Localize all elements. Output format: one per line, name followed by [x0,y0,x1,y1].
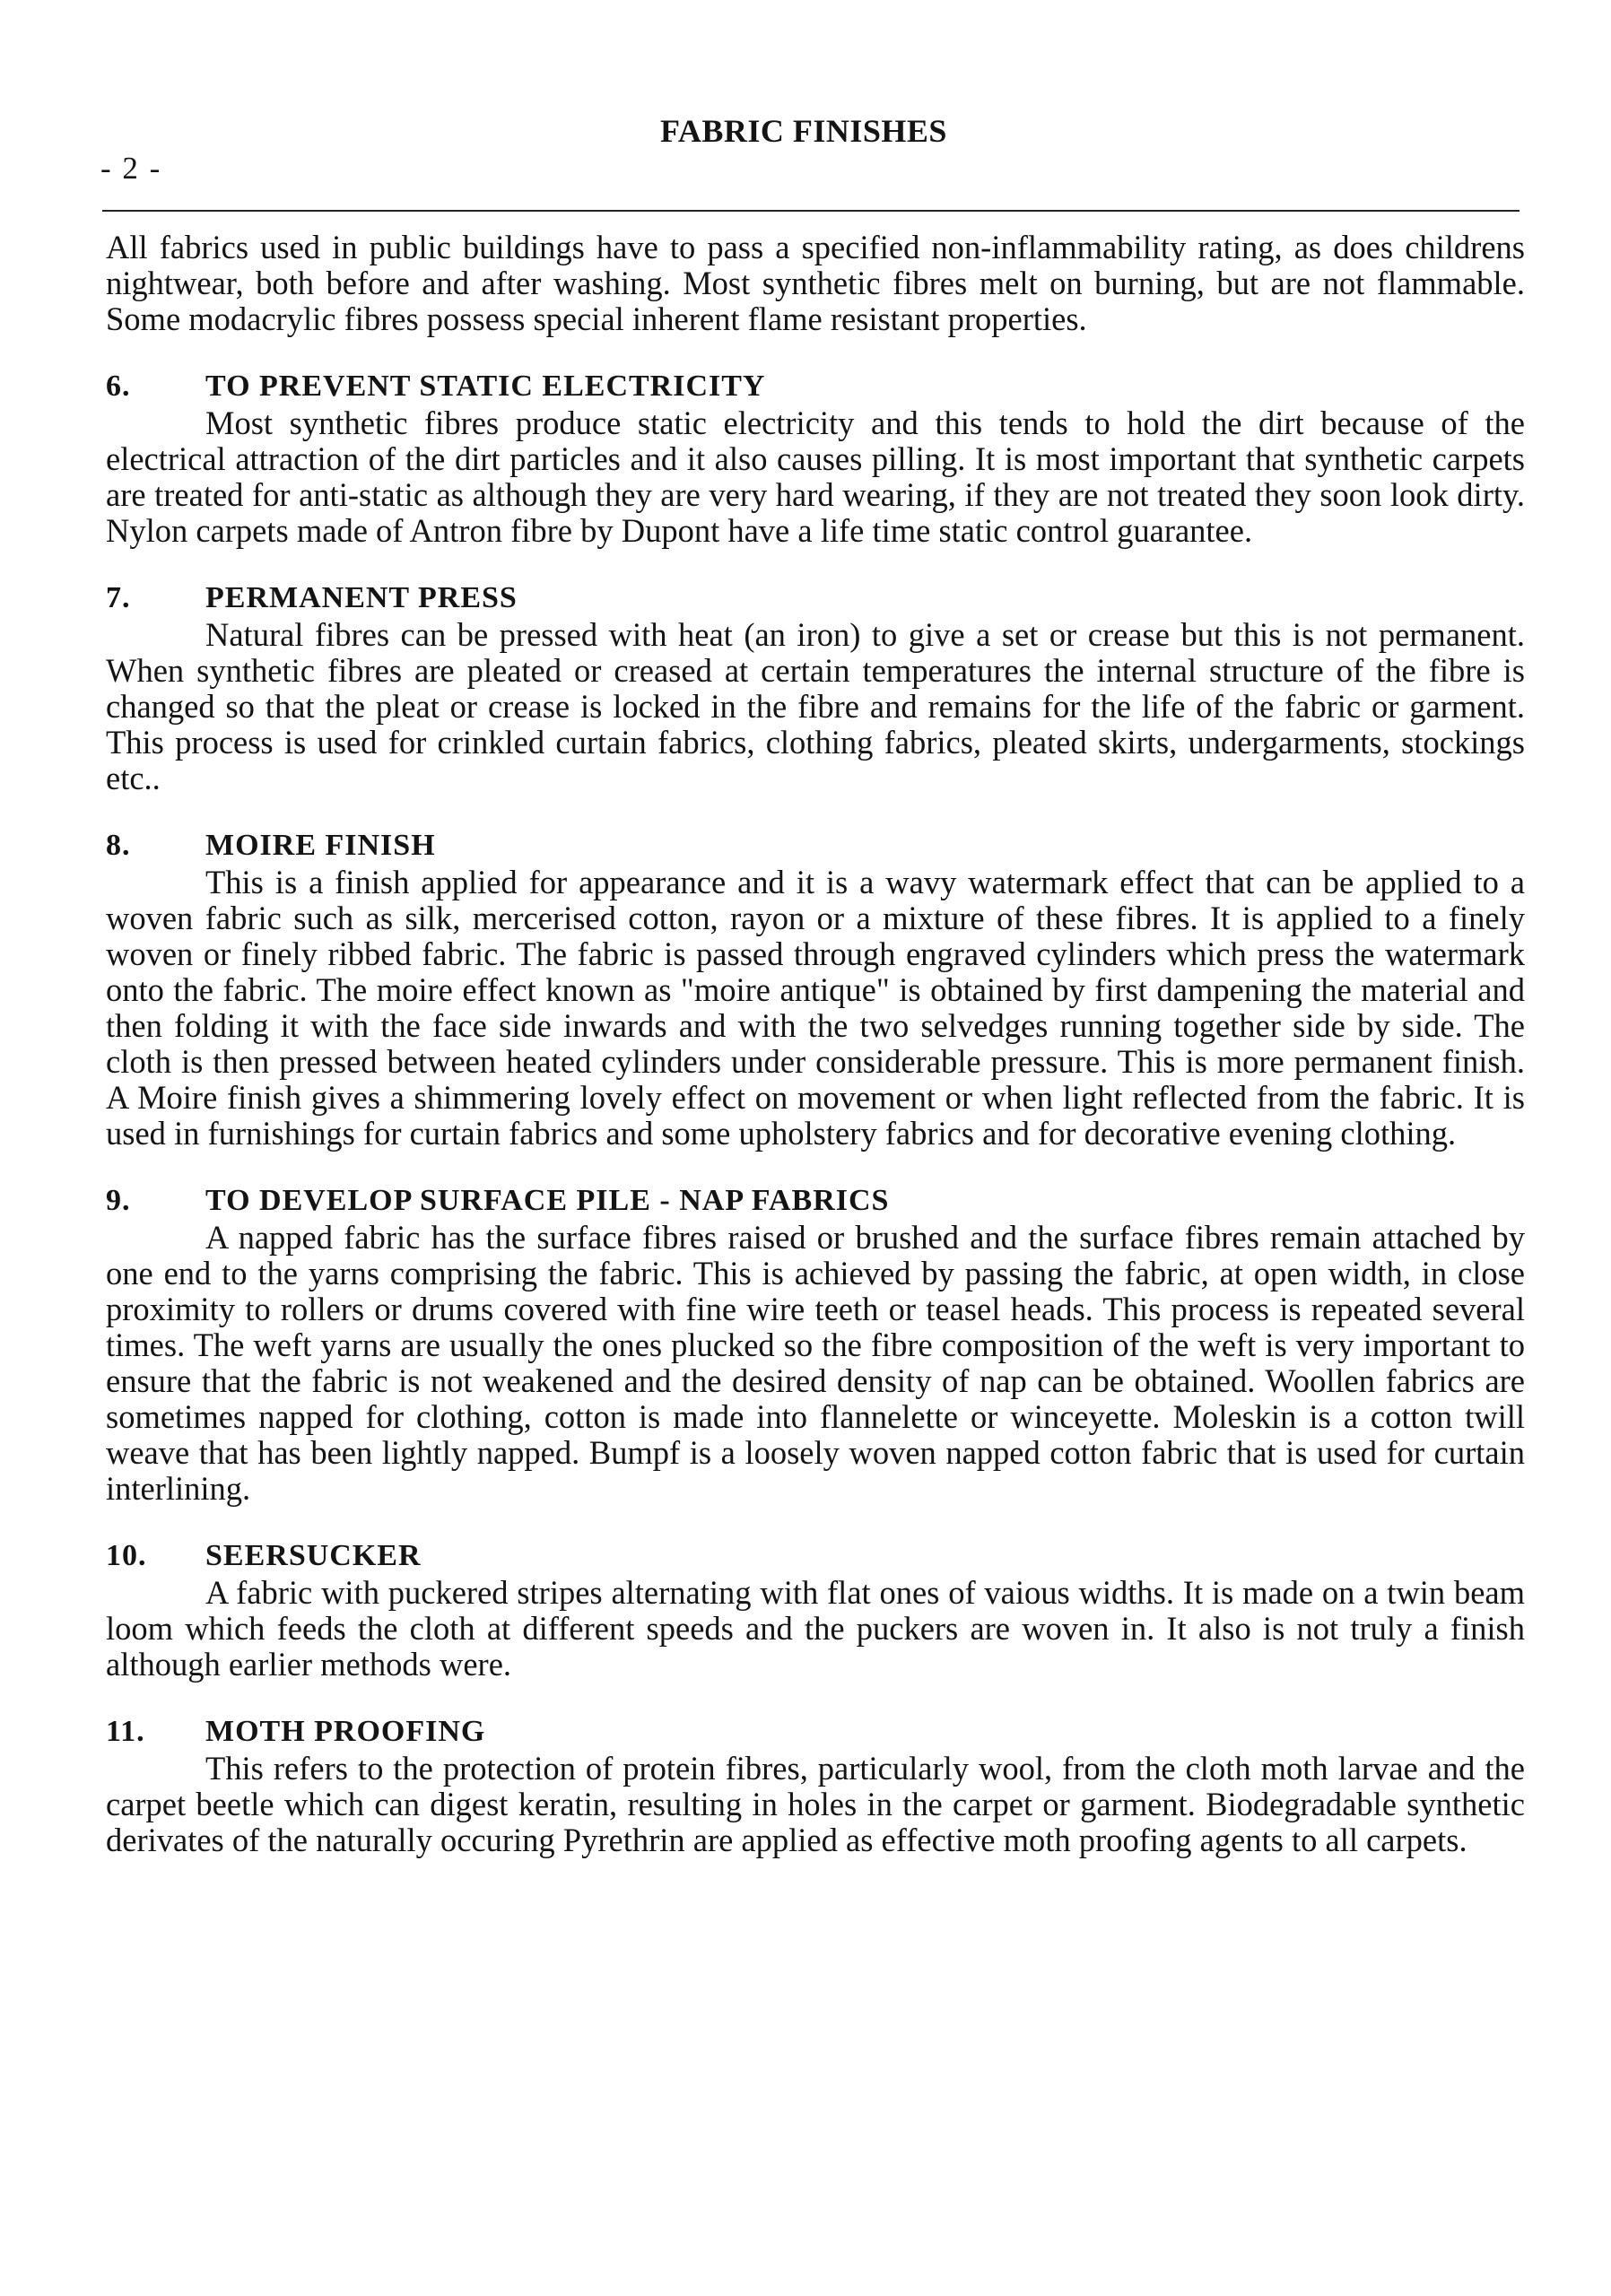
section-text: Most synthetic fibres produce static electricity and this tends to hold the dirt because of the electrical attraction of the dirt particles and it also causes pilling. It is most important that synthetic carpets are treated for anti-static as although they are very hard wearing, if they are not treated they soon look dirty. Nylon carpets made of Antron fibre by Dupont have a life time static control guarantee. [106,404,1525,549]
document-body [106,230,1525,1858]
section-moth-proofing [106,1713,1525,1858]
section-heading [106,1182,1525,1220]
section-static-electricity [106,368,1525,549]
section-surface-pile [106,1182,1525,1507]
section-title: SEERSUCKER [205,1539,422,1572]
section-seersucker [106,1537,1525,1683]
section-number: 6. [106,370,131,403]
section-text: This is a finish applied for appearance and it is a wavy watermark effect that can be applied to a woven fabric such as silk, mercerised cotton, rayon or a mixture of these fibres. It is applied to a finely woven or finely ribbed fabric. The fabric is passed through engraved cylinders which press the watermark onto the fabric. The moire effect known as "moire antique" is obtained by first dampening the material and then folding it with the face side inwards and with the two selvedges running together side by side. The cloth is then pressed between heated cylinders under considerable pressure. This is more permanent finish. A Moire finish gives a shimmering lovely effect on movement or when light reflected from the fabric. It is used in furnishings for curtain fabrics and some upholstery fabrics and for decorative evening clothing. [106,864,1525,1152]
section-title: TO DEVELOP SURFACE PILE - NAP FABRICS [205,1184,890,1217]
section-title: TO PREVENT STATIC ELECTRICITY [205,370,766,403]
section-moire-finish [106,827,1525,1152]
section-number: 8. [106,829,131,862]
section-text: A fabric with puckered stripes alternating with flat ones of vaious widths. It is made on a twin beam loom which feeds the cloth at different speeds and the puckers are woven in. It also is not truly a finish although earlier methods were. [106,1574,1525,1683]
intro-paragraph: All fabrics used in public buildings have to pass a specified non-inflammability rating, as does childrens nightwear, both before and after washing. Most synthetic fibres melt on burning, but are not flammable. Some modacrylic fibres possess special inherent flame resistant properties. [106,229,1525,337]
section-title: MOIRE FINISH [205,829,436,862]
header-divider [102,210,1520,212]
section-title: PERMANENT PRESS [205,581,518,614]
section-text: Natural fibres can be pressed with heat (an iron) to give a set or crease but this is not permanent. When synthetic fibres are pleated or creased at certain temperatures the internal structure of the fibre is changed so that the pleat or crease is locked in the fibre and remains for the life of the fabric or garment. This process is used for crinkled curtain fabrics, clothing fabrics, pleated skirts, undergarments, stockings etc.. [106,616,1525,796]
section-permanent-press [106,579,1525,796]
section-number: 7. [106,581,131,614]
section-heading [106,1713,1525,1751]
section-title: MOTH PROOFING [205,1715,486,1748]
section-number: 11. [106,1715,145,1748]
section-heading [106,368,1525,405]
section-heading [106,579,1525,617]
section-heading [106,827,1525,865]
section-number: 10. [106,1539,147,1572]
section-heading [106,1537,1525,1575]
section-text: A napped fabric has the surface fibres raised or brushed and the surface fibres remain attached by one end to the yarns comprising the fabric. This is achieved by passing the fabric, at open width, in close proximity to rollers or drums covered with fine wire teeth or teasel heads. This process is repeated several times. The weft yarns are usually the ones plucked so the fibre composition of the weft is very important to ensure that the fabric is not weakened and the desired density of nap can be obtained. Woollen fabrics are sometimes napped for clothing, cotton is made into flannelette or winceyette. Moleskin is a cotton twill weave that has been lightly napped. Bumpf is a loosely woven napped cotton fabric that is used for curtain interlining. [106,1219,1525,1507]
page-number: - 2 - [100,151,162,186]
section-text: This refers to the protection of protein fibres, particularly wool, from the cloth moth larvae and the carpet beetle which can digest keratin, resulting in holes in the carpet or garment. Biodegradable synthetic derivates of the naturally occuring Pyrethrin are applied as effective moth proofing agents to all carpets. [106,1750,1525,1858]
page-title: FABRIC FINISHES [660,113,947,149]
section-number: 9. [106,1184,131,1217]
